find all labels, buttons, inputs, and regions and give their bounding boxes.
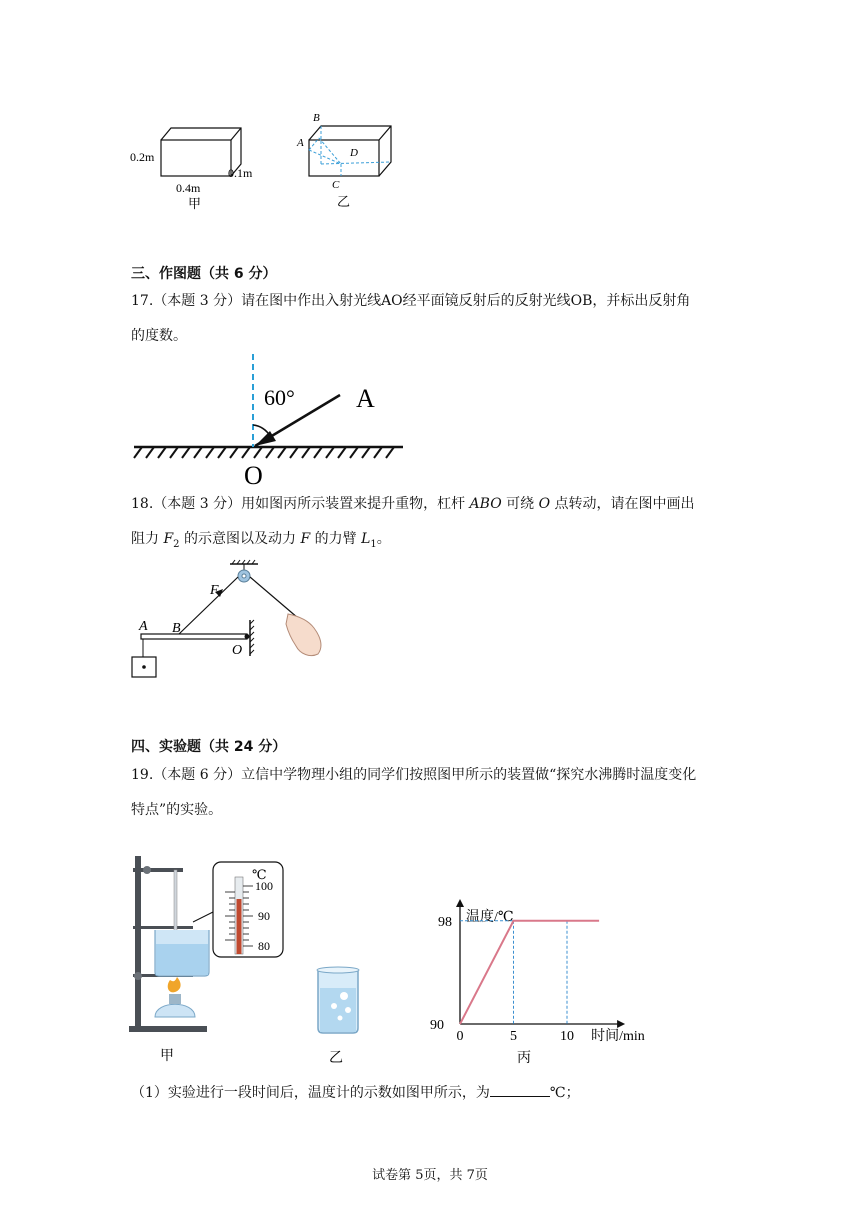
page-footer: 试卷第 5页，共 7页 — [372, 1168, 488, 1183]
series-line — [460, 921, 599, 1024]
jia-length-label: 0.4m — [176, 181, 201, 195]
q18-line2: 阻力 $F_2$ 的示意图以及动力 F 的力臂 $L_1$。 — [131, 531, 391, 550]
rope-left — [179, 577, 238, 634]
mercury-column — [237, 899, 242, 954]
caption-yi: 乙 — [329, 1051, 343, 1065]
rope-right — [250, 577, 298, 618]
q17-mirror-diagram — [128, 350, 408, 490]
q19-line2: 特点”的实验。 — [131, 802, 223, 818]
caption-bing: 丙 — [517, 1051, 531, 1066]
lever-label-b: B — [172, 621, 181, 636]
answer-blank[interactable] — [490, 1082, 550, 1097]
thermo-tick-90: 90 — [258, 909, 270, 923]
x-axis-arrow — [617, 1020, 625, 1028]
lever-label-f: F — [210, 583, 219, 598]
y-axis-arrow — [456, 899, 464, 907]
q19-beaker-yi — [310, 960, 370, 1065]
yi-caption: 乙 — [337, 194, 351, 209]
lever-label-o: O — [232, 643, 243, 658]
section-3-title: 三、作图题（共 6 分） — [131, 266, 277, 282]
jia-width-label: 0.1m — [228, 166, 253, 180]
x-tick-label: 0 — [456, 1029, 464, 1044]
q19-chart-bing — [430, 895, 660, 1067]
yi-label-d: D — [350, 147, 358, 159]
thermo-tick-80: 80 — [258, 939, 270, 953]
y-axis-label: 温度/℃ — [466, 910, 514, 925]
q19-apparatus-jia — [125, 852, 290, 1062]
q18-line1: 18.（本题 3 分）用如图丙所示装置来提升重物，杠杆 ABO 可绕 O 点转动，请在图中画出 — [131, 496, 695, 512]
jia-caption: 甲 — [188, 196, 202, 211]
lever-label-a: A — [139, 619, 148, 634]
alcohol-lamp — [155, 1004, 195, 1017]
caption-jia: 甲 — [160, 1049, 174, 1062]
ray-arrowhead — [255, 431, 276, 446]
thermometer-callout — [213, 862, 283, 957]
yi-label-b: B — [313, 112, 320, 124]
yi-label-c: C — [332, 179, 340, 191]
fig16-yi — [295, 108, 395, 216]
thermo-unit: ℃ — [252, 867, 267, 882]
hand — [286, 614, 321, 656]
point-a-label: A — [356, 384, 375, 413]
lever-abo — [141, 634, 247, 639]
angle-label: 60° — [264, 385, 295, 410]
x-axis-label: 时间/min — [591, 1029, 645, 1044]
thermo-tick-100: 100 — [255, 879, 273, 893]
fig16-jia — [128, 120, 268, 215]
q19-line1: 19.（本题 6 分）立信中学物理小组的同学们按照图甲所示的装置做“探究水沸腾时温度变化 — [131, 767, 697, 783]
y-tick-label: 90 — [430, 1018, 444, 1033]
x-tick-label: 10 — [560, 1029, 574, 1044]
y-tick-label: 98 — [438, 914, 452, 930]
yi-label-a: A — [297, 137, 304, 149]
q17-line2: 的度数。 — [131, 328, 187, 344]
q18-lever-diagram — [128, 558, 338, 683]
x-tick-label: 5 — [510, 1029, 517, 1044]
mirror-hatching — [134, 447, 394, 458]
pivot-o — [245, 634, 250, 639]
section-4-title: 四、实验题（共 24 分） — [131, 739, 287, 755]
q17-line1: 17.（本题 3 分）请在图中作出入射光线AO经平面镜反射后的反射光线OB，并标出反射角 — [131, 293, 691, 309]
jia-height-label: 0.2m — [130, 150, 155, 164]
point-o-label: O — [244, 461, 263, 490]
q19-sub1: （1）实验进行一段时间后，温度计的示数如图甲所示，为 ℃； — [131, 1082, 580, 1103]
